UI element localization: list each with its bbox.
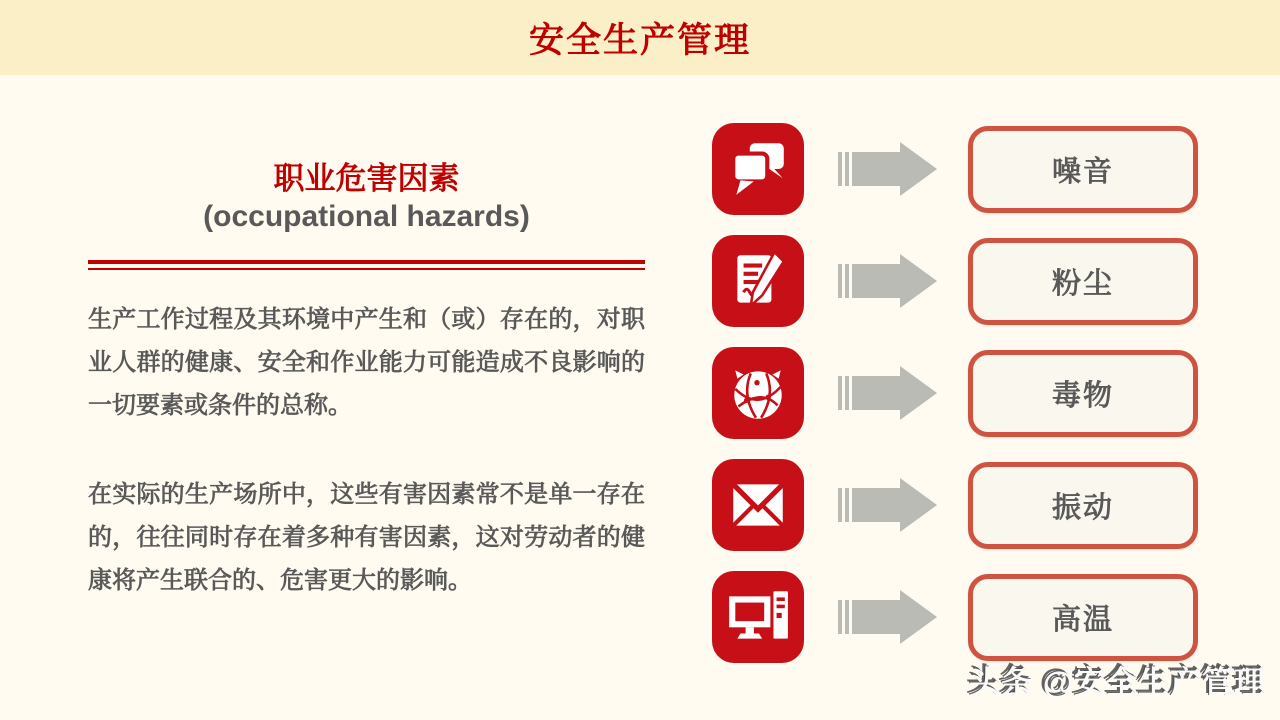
- document-pen-icon: [712, 235, 804, 327]
- hazard-box-high-temperature: 高温: [968, 574, 1198, 661]
- arrow-right-icon: [838, 139, 940, 199]
- hazard-row: [712, 347, 1198, 439]
- arrow-right-icon: [838, 475, 940, 535]
- arrow-right-icon: [838, 587, 940, 647]
- hazard-rows: [712, 123, 1198, 683]
- globe-network-icon: [712, 347, 804, 439]
- double-rule-divider: [88, 260, 645, 270]
- left-text-panel: [88, 160, 645, 602]
- hazard-box-toxins: 毒物: [968, 350, 1198, 437]
- section-title-en: (occupational hazards): [203, 200, 530, 234]
- arrow-right-icon: [838, 363, 940, 423]
- page-title: 安全生产管理: [528, 20, 751, 60]
- hazard-box-dust: 粉尘: [968, 238, 1198, 325]
- hazard-box-vibration: 振动: [968, 462, 1198, 549]
- watermark: 头条 @安全生产管理: [969, 665, 1266, 700]
- hazard-row: [712, 235, 1198, 327]
- computer-icon: [712, 571, 804, 663]
- arrow-right-icon: [838, 251, 940, 311]
- hazard-row: [712, 459, 1198, 551]
- section-title-cn: 职业危害因素: [273, 161, 460, 196]
- envelope-icon: [712, 459, 804, 551]
- hazard-row: [712, 123, 1198, 215]
- chat-bubbles-icon: [712, 123, 804, 215]
- combined-effects-paragraph: 在实际的生产场所中，这些有害因素常不是单一存在的，往往同时存在着多种有害因素，这对劳动者的健康将产生联合的、危害更大的影响。: [88, 481, 645, 595]
- definition-paragraph: 生产工作过程及其环境中产生和（或）存在的，对职业人群的健康、安全和作业能力可能造成不良影响的一切要素或条件的总称。: [88, 306, 645, 420]
- header-band: [0, 0, 1280, 75]
- hazard-box-noise: 噪音: [968, 126, 1198, 213]
- hazard-row: [712, 571, 1198, 663]
